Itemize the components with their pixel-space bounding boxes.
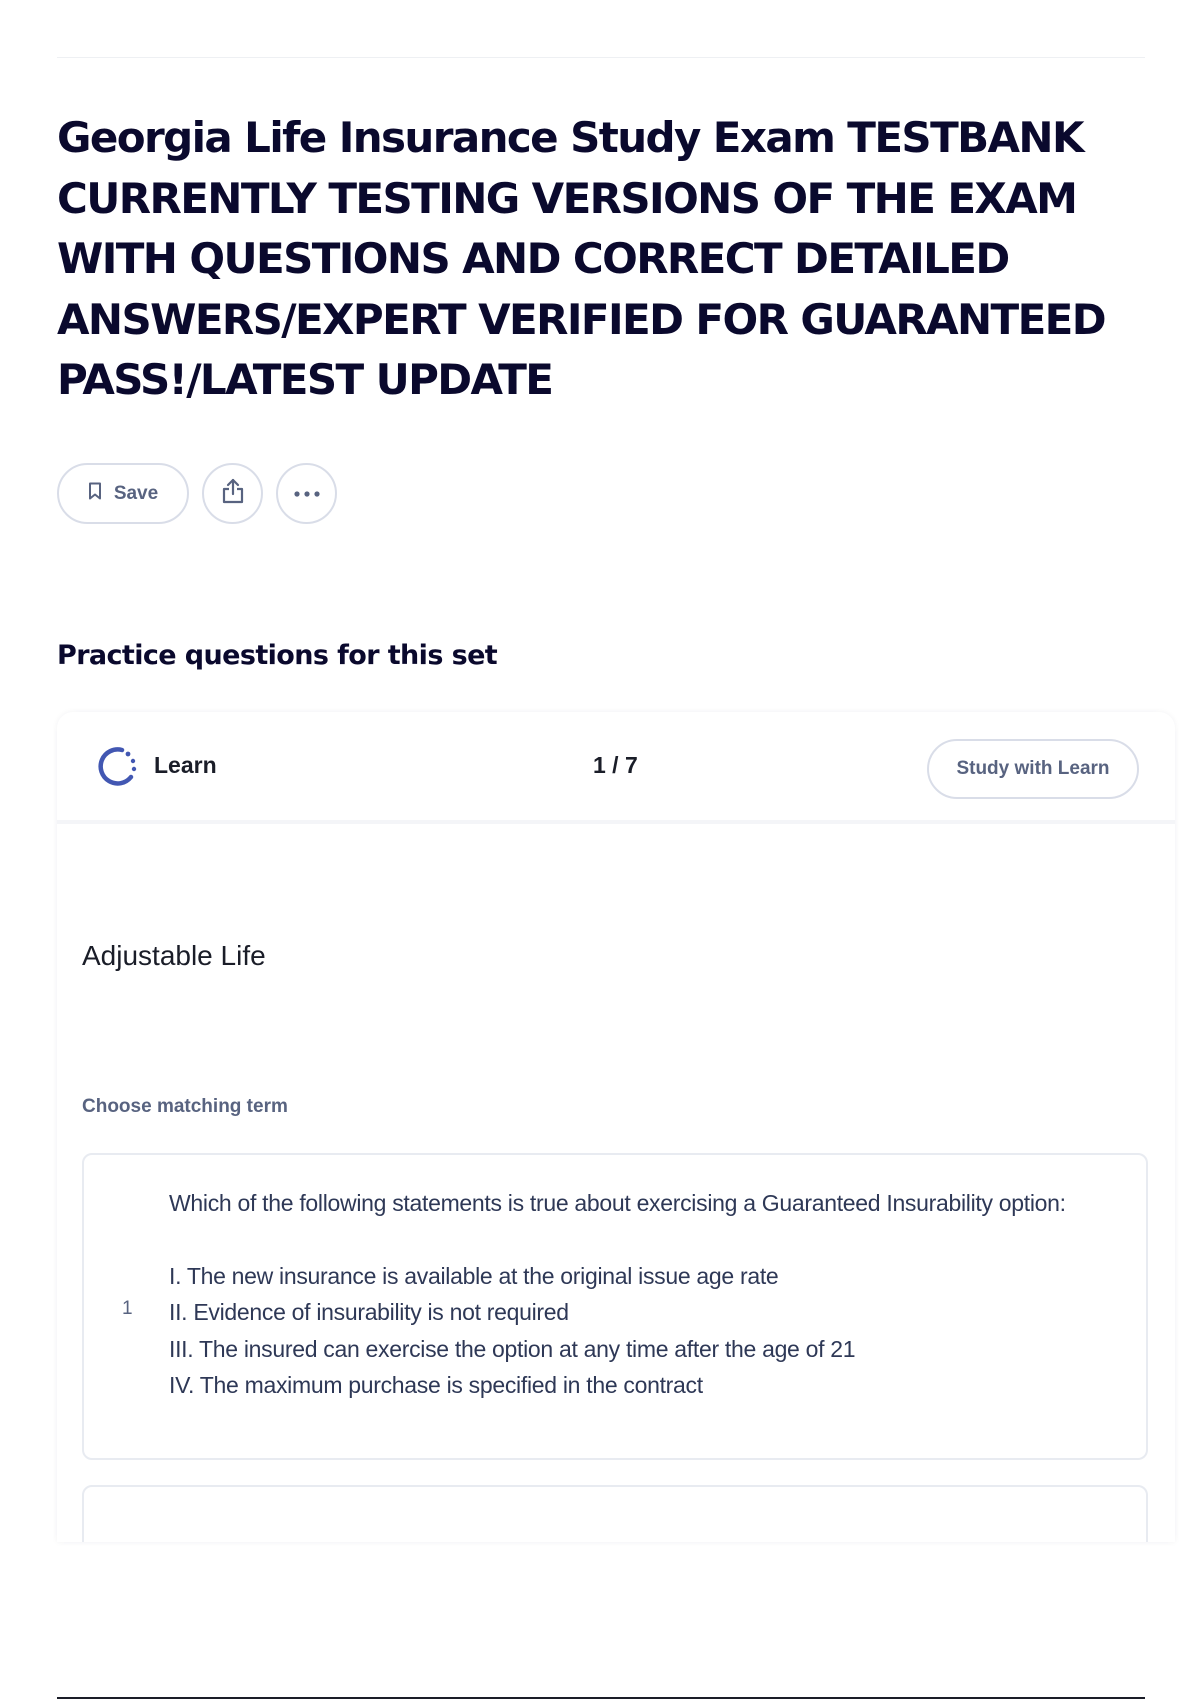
answer-option[interactable] (82, 1153, 1148, 1460)
save-label: Save (113, 482, 159, 504)
action-bar (57, 463, 337, 524)
share-button[interactable] (202, 463, 263, 524)
question-term: Adjustable Life (82, 940, 266, 971)
answer-option-next[interactable] (82, 1485, 1148, 1542)
learn-card (57, 712, 1175, 1542)
page-title: Georgia Life Insurance Study Exam TESTBANK CURRENTLY TESTING VERSIONS OF THE EXAM WITH QUESTIONS AND CORRECT DETAILED ANSWERS/EXPERT VERIFIED FOR GUARANTEED PASS!/LATEST UPDATE (57, 113, 1106, 404)
share-icon (220, 477, 246, 510)
learn-label: Learn (154, 752, 217, 778)
option-text (169, 1185, 1109, 1404)
learn-logo-icon (95, 744, 139, 788)
option-question: Which of the following statements is true about exercising a Guaranteed Insurability option: (169, 1190, 1066, 1216)
top-divider (57, 57, 1145, 58)
option-line: II. Evidence of insurability is not required (169, 1299, 569, 1325)
practice-section-title: Practice questions for this set (57, 640, 498, 671)
learn-card-header (57, 712, 1175, 824)
question-prompt: Choose matching term (82, 1096, 288, 1117)
bookmark-icon (88, 482, 102, 506)
option-line: III. The insured can exercise the option at any time after the age of 21 (169, 1335, 856, 1362)
option-line: IV. The maximum purchase is specified in the contract (169, 1372, 703, 1398)
more-options-button[interactable] (276, 463, 337, 524)
option-line: I. The new insurance is available at the original issue age rate (169, 1262, 779, 1289)
save-button[interactable] (57, 463, 189, 524)
bottom-divider (57, 1697, 1145, 1699)
option-number: 1 (122, 1298, 133, 1319)
more-icon (293, 485, 321, 503)
study-with-learn-button[interactable]: Study with Learn (927, 739, 1139, 799)
question-counter: 1 / 7 (593, 752, 638, 778)
